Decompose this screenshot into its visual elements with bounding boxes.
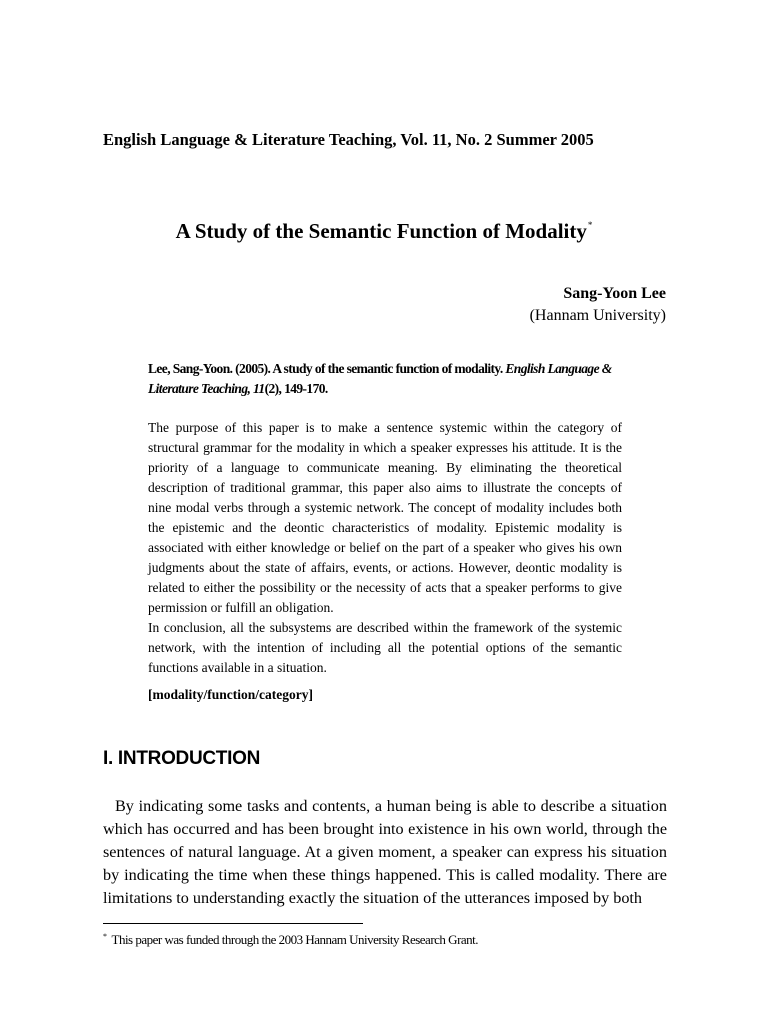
abstract [148,418,622,678]
citation-journal: English Language & Literature Teaching, 11 [148,361,612,396]
title-footnote-mark: * [587,220,593,230]
keywords: [modality/function/category] [148,687,313,702]
citation-prefix: Lee, Sang-Yoon. (2005). A study of the semantic function of modality. [148,361,506,376]
section-heading: I. INTRODUCTION [103,748,260,769]
footnote-text: This paper was funded through the 2003 Hannam University Research Grant. [111,932,479,947]
citation-issue: (2), 149-170. [264,381,328,396]
author-affiliation: (Hannam University) [529,307,666,324]
paper-title [0,219,768,244]
paper-title-text: A Study of the Semantic Function of Modality [175,219,587,243]
introduction-body [103,795,667,910]
author-block [530,283,666,327]
footnote-divider [103,923,363,924]
citation [148,359,622,399]
footnote [103,932,703,948]
author-name: Sang-Yoon Lee [563,285,666,302]
journal-header: English Language & Literature Teaching, Vol. 11, No. 2 Summer 2005 [103,130,594,149]
abstract-paragraph-2: In conclusion, all the subsystems are described within the framework of the systemic network, with the intention of including all the potential options of the semantic functions available in a situation. [148,620,622,675]
introduction-paragraph: By indicating some tasks and contents, a human being is able to describe a situation which has occurred and has been brought into existence in his own world, through the sentences of natural language. At a given moment, a speaker can express his situation by indicating the time when these things happened. This is called modality. There are limitations to understanding exactly the situation of the utterances imposed by both [103,797,667,907]
abstract-paragraph-1: The purpose of this paper is to make a sentence systemic within the category of structural grammar for the modality in which a speaker expresses his attitude. It is the priority of a language to communicate meaning. By eliminating the theoretical description of traditional grammar, this paper also aims to illustrate the concepts of nine modal verbs through a systemic network. The concept of modality includes both the epistemic and the deontic characteristics of modality. Epistemic modality is associated with either knowledge or belief on the part of a speaker who gives his own judgments about the state of affairs, events, or actions. However, deontic modality is related to either the possibility or the necessity of acts that a speaker performs to give permission or fulfill an obligation. [148,420,622,615]
footnote-mark: * [103,932,107,941]
